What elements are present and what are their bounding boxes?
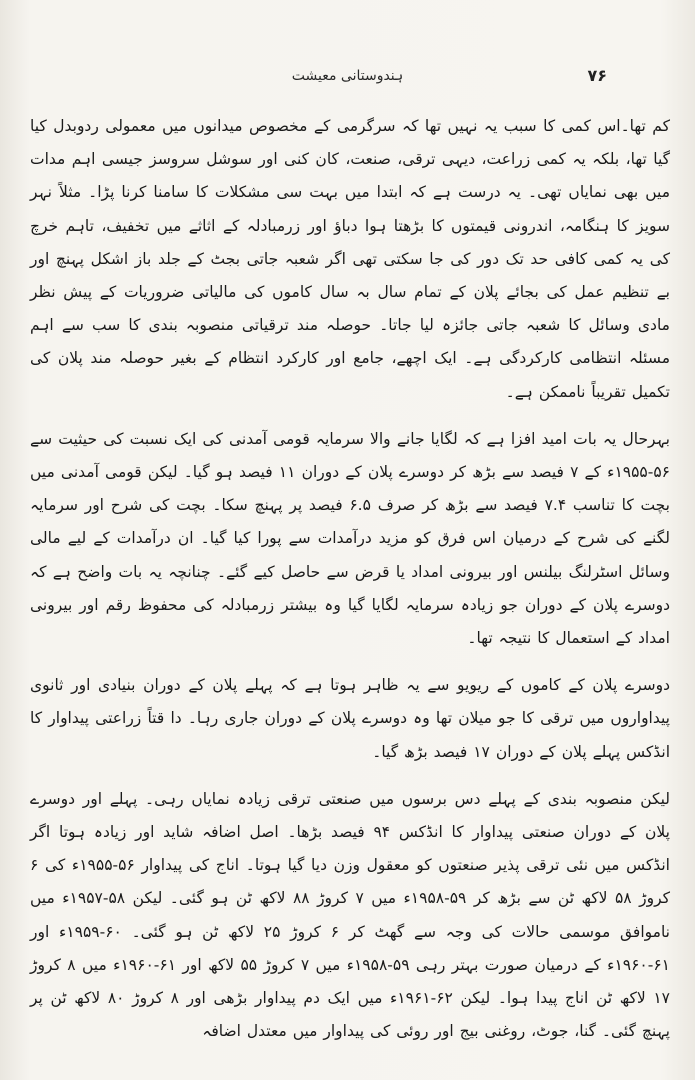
page-number: ۷۶ [587, 66, 607, 85]
paragraph: کم تھا۔اس کمی کا سبب یہ نہیں تھا کہ سرگرمی کے مخصوص میدانوں میں معمولی ردوبدل کیا گیا تھا، بلکہ یہ کمی زراعت، دیہی ترقی، صنعت، کان کنی اور سوشل سروسز جیسی اہم مدات میں بھی نمایاں تھی۔ یہ درست ہے کہ ابتدا میں بہت سی مشکلات کا سامنا کرنا پڑا۔ مثلاً نہر سویز کا ہنگامہ، اندرونی قیمتوں کا بڑھتا ہوا دباؤ اور زرمبادلہ کے اثاثے میں تخفیف، تاہم خرچ کی یہ کمی کافی حد تک دور کی جا سکتی تھی اگر شعبہ جاتی بجٹ کے جلد باز اشکل پہنچ اور بے تنظیم عمل کی بجائے پلان کے تمام سال بہ سال کاموں کی مالیاتی ضروریات کے پیش نظر مادی وسائل کا شعبہ جاتی جائزہ لیا جاتا۔ حوصلہ مند ترقیاتی منصوبہ بندی کا سب سے اہم مسئلہ انتظامی کارکردگی ہے۔ ایک اچھے، جامع اور کارکرد انتظام کے بغیر حوصلہ مند پلان کی تکمیل تقریباً ناممکن ہے۔ [30, 117, 670, 401]
paragraph: لیکن منصوبہ بندی کے پہلے دس برسوں میں صنعتی ترقی زیادہ نمایاں رہی۔ پہلے اور دوسرے پلان کے دوران صنعتی پیداوار کا انڈکس ۹۴ فیصد بڑھا۔ اصل اضافہ شاید اور زیادہ ہوتا اگر انڈکس میں نئی ترقی پذیر صنعتوں کو معقول وزن دیا گیا ہوتا۔ اناج کی پیداوار ۵۶-۱۹۵۵ء کی ۶ کروڑ ۵۸ لاکھ ٹن سے بڑھ کر ۵۹-۱۹۵۸ء میں ۷ کروڑ ۸۸ لاکھ ٹن ہو گئی۔ لیکن ۵۸-۱۹۵۷ء میں ناموافق موسمی حالات کی وجہ سے گھٹ کر ۶ کروڑ ۲۵ لاکھ ٹن ہو گئی۔ ۶۰-۱۹۵۹ء اور ۶۱-۱۹۶۰ء کے درمیان صورت بہتر رہی ۵۹-۱۹۵۸ء میں ۷ کروڑ ۵۵ لاکھ اور ۶۱-۱۹۶۰ء میں ۸ کروڑ ۱۷ لاکھ ٹن اناج پیدا ہوا۔ لیکن ۶۲-۱۹۶۱ء میں ایک دم پیداوار بڑھی اور ۸ کروڑ ۸۰ لاکھ ٹن پر پہنچ گئی۔ گنا، جوٹ، روغنی بیج اور روئی کی پیداوار میں معتدل اضافہ [30, 789, 671, 1041]
page-body [30, 110, 670, 1062]
paragraph: دوسرے پلان کے کاموں کے ریویو سے یہ ظاہر ہوتا ہے کہ پہلے پلان کے دوران بنیادی اور ثانوی پیداواروں میں ترقی کا جو میلان تھا وہ دوسرے پلان کے دوران جاری رہا۔ دا قتاً زراعتی پیداوار کا انڈکس پہلے پلان کے دوران ۱۷ فیصد بڑھ گیا۔ [30, 676, 670, 761]
running-title: ہندوستانی معیشت [291, 68, 404, 84]
paragraph: بہرحال یہ بات امید افزا ہے کہ لگایا جانے والا سرمایہ قومی آمدنی کی ایک نسبت کی حیثیت سے ۵۶-۱۹۵۵ء کے ۷ فیصد سے بڑھ کر دوسرے پلان کے دوران ۱۱ فیصد ہو گیا۔ لیکن قومی آمدنی میں بچت کا تناسب ۷.۴ فیصد سے بڑھ کر صرف ۶.۵ فیصد پر پہنچ سکا۔ بچت کی شرح اور سرمایہ لگنے کی شرح کے درمیان اس فرق کو مزید درآمدات سے پورا کیا گیا۔ ان درآمدات کے لیے مالی وسائل اسٹرلنگ بیلنس اور بیرونی امداد یا قرض سے حاصل کیے گئے۔ چنانچہ یہ بات واضح ہے کہ دوسرے پلان کے دوران جو زیادہ سرمایہ لگایا گیا وہ بیشتر زرمبادلہ کی محفوظ رقم اور بیرونی امداد کے استعمال کا نتیجہ تھا۔ [30, 429, 670, 648]
page-header [60, 64, 635, 94]
